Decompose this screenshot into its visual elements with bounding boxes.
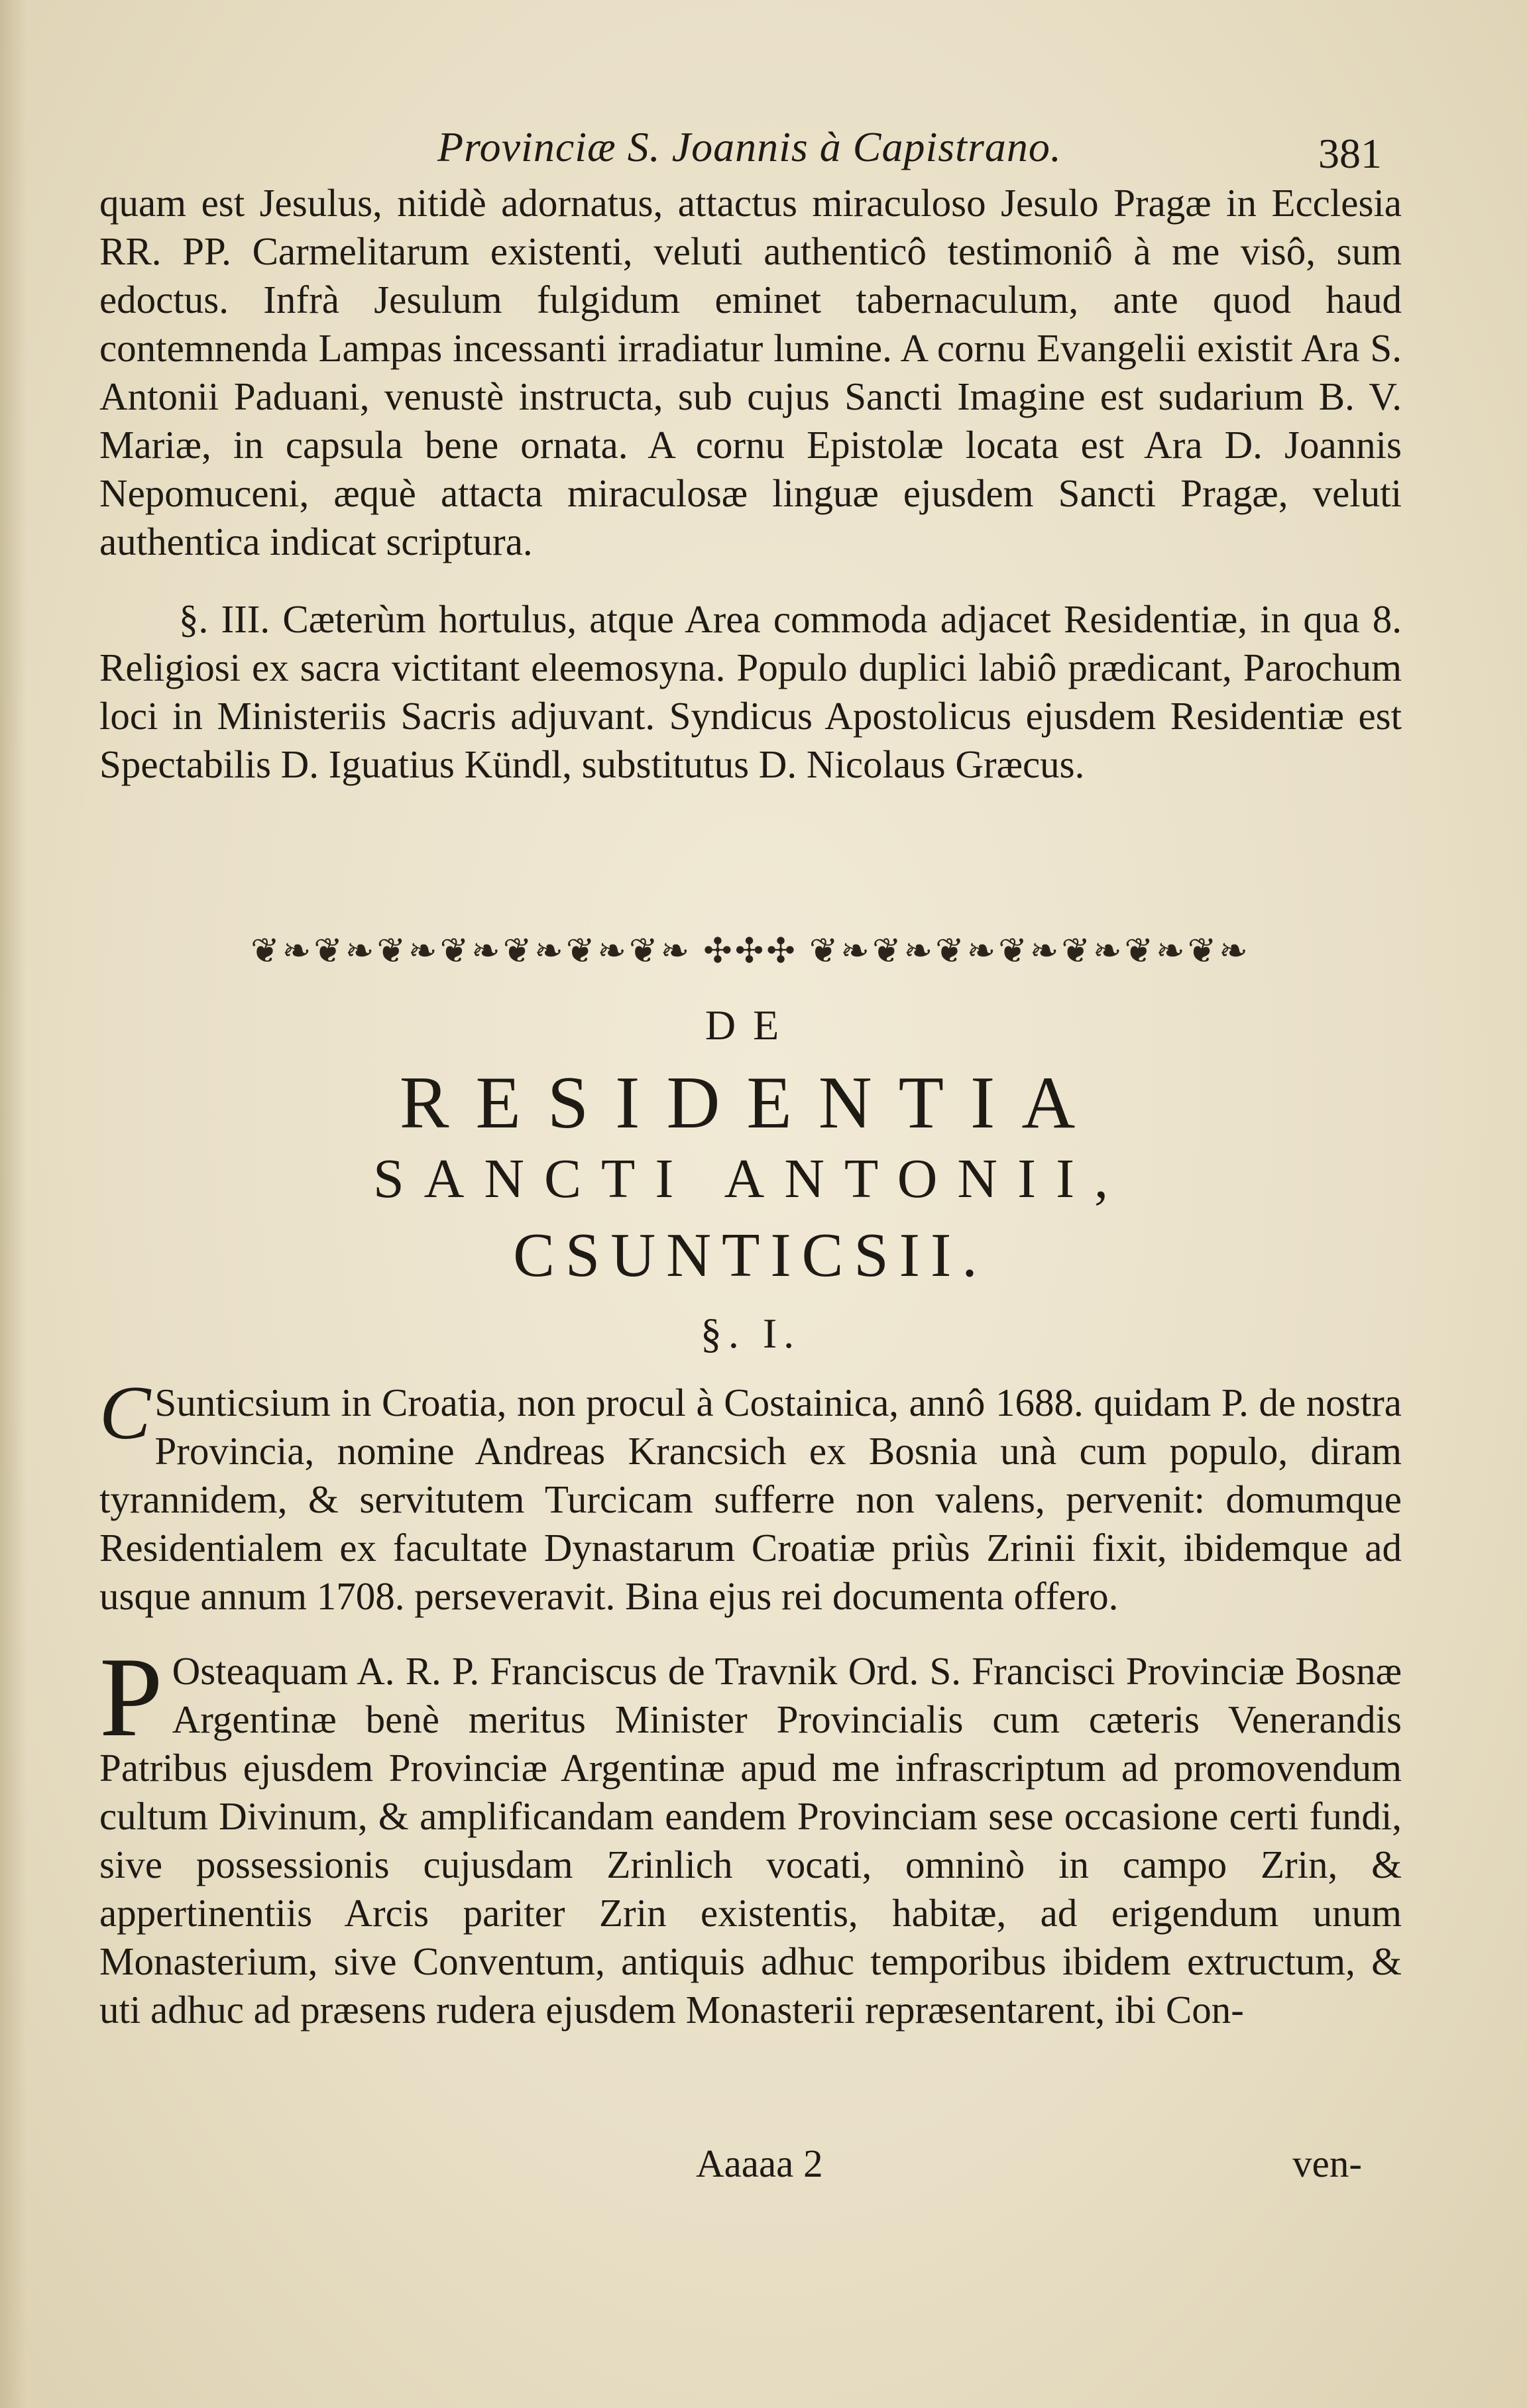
heading-csunticsii: CSUNTICSII. xyxy=(513,1221,988,1290)
initial-letter-p: P xyxy=(99,1634,163,1760)
signature-mark: Aaaaa 2 xyxy=(696,2142,823,2185)
page-number: 381 xyxy=(1318,130,1382,177)
paragraph-posteaquam xyxy=(99,1634,1402,2034)
initial-letter-c: C xyxy=(99,1371,151,1456)
paragraph-section-three: §. III. Cæterùm hortulus, atque Area commoda adjacet Residentiæ, in qua 8. Religiosi ex sacra victitant eleemosyna. Populo duplici labiô prædicant, Parochum loci in Ministeriis Sacris adjuvant. Syndicus Apostolicus ejusdem Residentiæ est Spectabilis D. Iguatius Kündl, substitutus D. Nicolaus Græcus. xyxy=(99,597,1402,786)
section-mark: §. I. xyxy=(700,1310,801,1357)
heading-de: DE xyxy=(705,1002,797,1049)
paragraph-altar-description: quam est Jesulus, nitidè adornatus, attactus miraculoso Jesulo Pragæ in Ecclesia RR. PP. Carmelitarum existenti, veluti authenticô testimoniô à me visô, sum edoctus. Infrà Jesulum fulgidum eminet tabernaculum, ante quod haud contemnenda Lampas incessanti irradiatur lumine. A cornu Evangelii existit Ara S. Antonii Paduani, venustè instructa, sub cujus Sancti Imagine est sudarium B. V. Mariæ, in capsula bene ornata. A cornu Epistolæ locata est Ara D. Joannis Nepomuceni, æquè attacta miraculosæ linguæ ejusdem Sancti Pragæ, veluti authentica indicat scriptura. xyxy=(99,181,1402,563)
catchword: ven- xyxy=(1292,2142,1362,2185)
page-header xyxy=(99,123,1402,182)
body-text-top xyxy=(99,179,1402,789)
heading-residentia: RESIDENTIA xyxy=(399,1062,1102,1144)
ornamental-divider: ❦❧❦❧❦❧❦❧❦❧❦❧❦❧ ✣✣✣ ❦❧❦❧❦❧❦❧❦❧❦❧❦❧ xyxy=(251,933,1251,970)
body-text-bottom xyxy=(99,1371,1402,2034)
page-footer xyxy=(99,2141,1402,2194)
running-title: Provinciæ S. Joannis à Capistrano. xyxy=(437,123,1062,170)
heading-sancti-antonii: SANCTI ANTONII, xyxy=(372,1148,1129,1210)
paragraph-csunticsium-text: Sunticsium in Croatia, non procul à Costainica, annô 1688. quidam P. de nostra Provincia, nomine Andreas Krancsich ex Bosnia unà cum populo, diram tyrannidem, & servitutem Turcicam sufferre non valens, pervenit: domumque Residentialem ex facultate Dynastarum Croatiæ priùs Zrinii fixit, ibidemque ad usque annum 1708. perseveravit. Bina ejus rei documenta offero. xyxy=(99,1381,1402,1618)
paragraph-posteaquam-text: Osteaquam A. R. P. Franciscus de Travnik Ord. S. Francisci Provinciæ Bosnæ Argentinæ benè meritus Minister Provincialis cum cæteris Venerandis Patribus ejusdem Provinciæ Argentinæ apud me infrascriptum ad promovendum cultum Divinum, & amplificandam eandem Provinciam sese occasione certi fundi, sive possessionis cujusdam Zrinlich vocati, omninò in campo Zrin, & appertinentiis Arcis pariter Zrin existentis, habitæ, ad erigendum unum Monasterium, sive Conventum, antiquis adhuc temporibus ibidem extructum, & uti adhuc ad præsens rudera ejusdem Monasterii repræsentarent, ibi Con- xyxy=(99,1649,1402,2032)
paragraph-csunticsium xyxy=(99,1371,1402,1621)
